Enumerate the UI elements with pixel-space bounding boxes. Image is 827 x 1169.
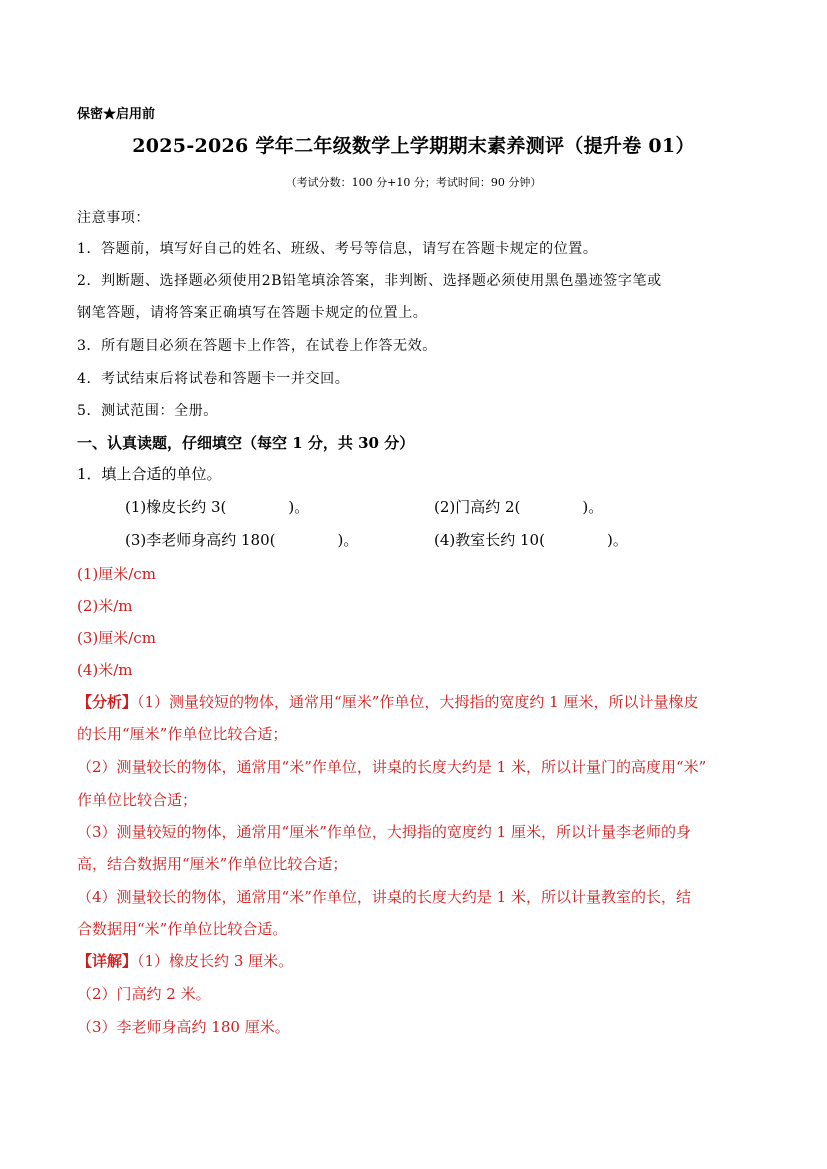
blank-close: )。 [288,498,310,516]
notice-heading: 注意事项： [77,210,150,226]
question-stem: 1．填上合适的单位。 [77,465,222,483]
notice-item: 钢笔答题，请将答案正确填写在答题卡规定的位置上。 [77,305,428,321]
blank-item-4 [434,529,628,550]
notice-item: 5．测试范围：全册。 [77,403,218,419]
notice-item: 2．判断题、选择题必须使用2B铅笔填涂答案，非判断、选择题必须使用黑色墨迹签字笔或 [77,273,662,289]
detail-tag: 【详解】 [77,952,138,970]
blank-close: )。 [606,531,628,549]
notice-item: 1．答题前，填写好自己的姓名、班级、考号等信息，请写在答题卡规定的位置。 [77,241,598,257]
analysis-line [77,691,698,712]
detail-line [77,950,293,971]
notice-item: 4．考试结束后将试卷和答题卡一并交回。 [77,371,350,387]
analysis-line: （4）测量较长的物体，通常用“米”作单位，讲桌的长度大约是 1 米，所以计量教室的长，结 [77,888,691,906]
blank-close: )。 [582,498,604,516]
answer-line: (1)厘米/cm [77,565,156,583]
detail-line: （3）李老师身高约 180 厘米。 [77,1018,290,1036]
analysis-text: （1）测量较短的物体，通常用“厘米”作单位，大拇指的宽度约 1 厘米，所以计量橡皮 [137,693,699,711]
blank-close: )。 [337,531,359,549]
detail-text: （1）橡皮长约 3 厘米。 [137,952,294,970]
analysis-tag: 【分析】 [77,693,138,711]
answer-line: (3)厘米/cm [77,629,156,647]
analysis-line: 合数据用“米”作单位比较合适。 [77,920,288,938]
blank-text: (4)教室长约 10( [434,531,545,549]
detail-line: （2）门高约 2 米。 [77,985,211,1003]
blank-item-3 [125,529,358,550]
analysis-line: （3）测量较短的物体，通常用“厘米”作单位，大拇指的宽度约 1 厘米，所以计量李老师的身 [77,823,691,841]
analysis-line: 的长用“厘米”作单位比较合适； [77,725,288,743]
blank-text: (1)橡皮长约 3( [125,498,227,516]
section-heading: 一、认真读题，仔细填空（每空 1 分，共 30 分） [77,434,415,452]
analysis-line: 作单位比较合适； [77,791,198,809]
exam-title: 2025-2026 学年二年级数学上学期期末素养测评（提升卷 01） [132,135,695,157]
analysis-line: （2）测量较长的物体，通常用“米”作单位，讲桌的长度大约是 1 米，所以计量门的高度用“米” [77,758,707,776]
analysis-line: 高，结合数据用“厘米”作单位比较合适； [77,855,348,873]
blank-text: (2)门高约 2( [434,498,521,516]
confidential-label: 保密★启用前 [77,107,156,122]
notice-item: 3．所有题目必须在答题卡上作答，在试卷上作答无效。 [77,338,437,354]
answer-line: (2)米/m [77,597,133,615]
blank-text: (3)李老师身高约 180( [125,531,276,549]
blank-item-1 [125,496,309,517]
blank-item-2 [434,496,603,517]
exam-subtitle: （考试分数：100 分+10 分；考试时间：90 分钟） [285,176,542,189]
answer-line: (4)米/m [77,661,133,679]
